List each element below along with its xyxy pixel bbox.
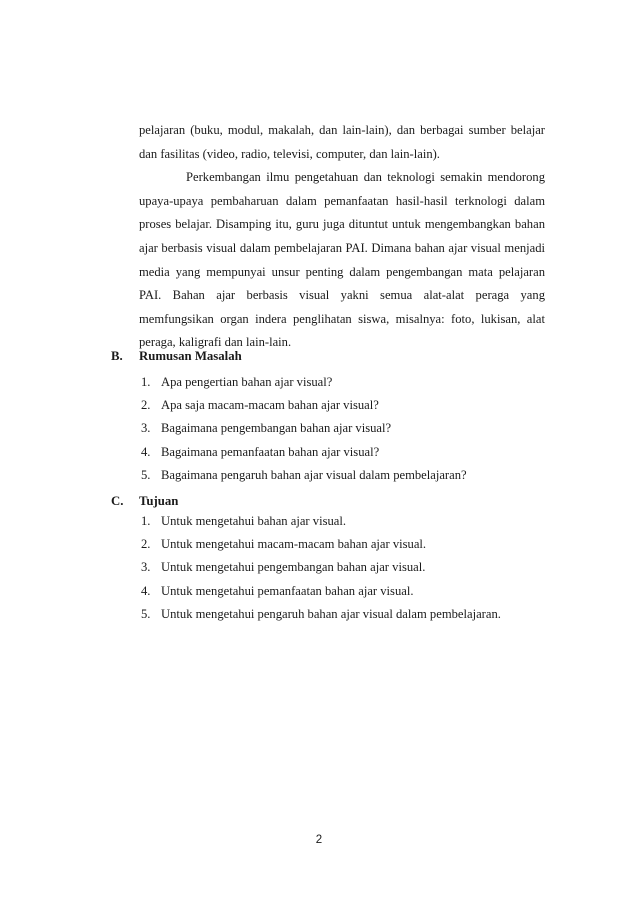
paragraph-line: proses belajar. Disamping itu, guru juga dituntut untuk mengembangkan bahan (139, 217, 545, 232)
list-number: 3. (141, 421, 151, 436)
rumusan-masalah-list (141, 371, 467, 487)
paragraph-line: ajar berbasis visual dalam pembelajaran PAI. Dimana bahan ajar visual menjadi (139, 240, 545, 255)
list-number: 2. (141, 537, 151, 552)
paragraph-line: upaya-upaya pembaharuan dalam pemanfaatan hasil-hasil terknologi dalam (139, 193, 545, 208)
list-item (141, 603, 501, 626)
paragraph-line: memfungsikan organ indera penglihatan siswa, misalnya: foto, lukisan, alat (139, 311, 545, 326)
list-text: Untuk mengetahui pemanfaatan bahan ajar visual. (161, 583, 414, 598)
list-item (141, 533, 501, 556)
list-text: Untuk mengetahui macam-macam bahan ajar visual. (161, 537, 427, 552)
paragraph-line: media yang mempunyai unsur penting dalam pengembangan mata pelajaran (139, 264, 545, 279)
section-heading-tujuan (111, 494, 178, 509)
list-text: Bagaimana pengaruh bahan ajar visual dalam pembelajaran? (161, 467, 467, 482)
list-text: Untuk mengetahui bahan ajar visual. (161, 514, 347, 528)
list-item (141, 580, 501, 603)
list-number: 5. (141, 467, 151, 482)
list-item (141, 556, 501, 579)
list-item (141, 417, 467, 440)
intro-paragraph (139, 119, 545, 355)
list-number: 4. (141, 444, 151, 459)
list-number: 1. (141, 514, 151, 528)
list-number: 1. (141, 375, 151, 389)
page-number: 2 (315, 834, 323, 846)
list-item (141, 394, 467, 417)
list-item (141, 441, 467, 464)
list-number: 5. (141, 606, 151, 621)
list-text: Apa saja macam-macam bahan ajar visual? (161, 398, 379, 413)
list-item (141, 371, 467, 394)
list-text: Untuk mengetahui pengembangan bahan ajar visual. (161, 560, 426, 575)
paragraph-line: Perkembangan ilmu pengetahuan dan teknologi semakin mendorong (186, 170, 545, 185)
section-heading-rumusan-masalah (111, 349, 242, 364)
list-item (141, 510, 501, 533)
tujuan-list (141, 510, 501, 626)
list-number: 2. (141, 398, 151, 413)
paragraph-line: peraga, kaligrafi dan lain-lain. (139, 335, 292, 350)
list-item (141, 464, 467, 487)
section-title: Tujuan (139, 494, 179, 508)
list-text: Untuk mengetahui pengaruh bahan ajar visual dalam pembelajaran. (161, 606, 501, 621)
list-number: 4. (141, 583, 151, 598)
list-number: 3. (141, 560, 151, 575)
list-text: Apa pengertian bahan ajar visual? (161, 375, 333, 389)
paragraph-line: PAI. Bahan ajar berbasis visual yakni semua alat-alat peraga yang (139, 288, 545, 303)
section-marker: B. (111, 349, 123, 363)
list-text: Bagaimana pengembangan bahan ajar visual? (161, 421, 392, 436)
list-text: Bagaimana pemanfaatan bahan ajar visual? (161, 444, 380, 459)
section-marker: C. (111, 494, 124, 508)
paragraph-line: pelajaran (buku, modul, makalah, dan lain-lain), dan berbagai sumber belajar (139, 123, 545, 137)
paragraph-line: dan fasilitas (video, radio, televisi, computer, dan lain-lain). (139, 146, 440, 161)
section-title: Rumusan Masalah (139, 349, 242, 363)
